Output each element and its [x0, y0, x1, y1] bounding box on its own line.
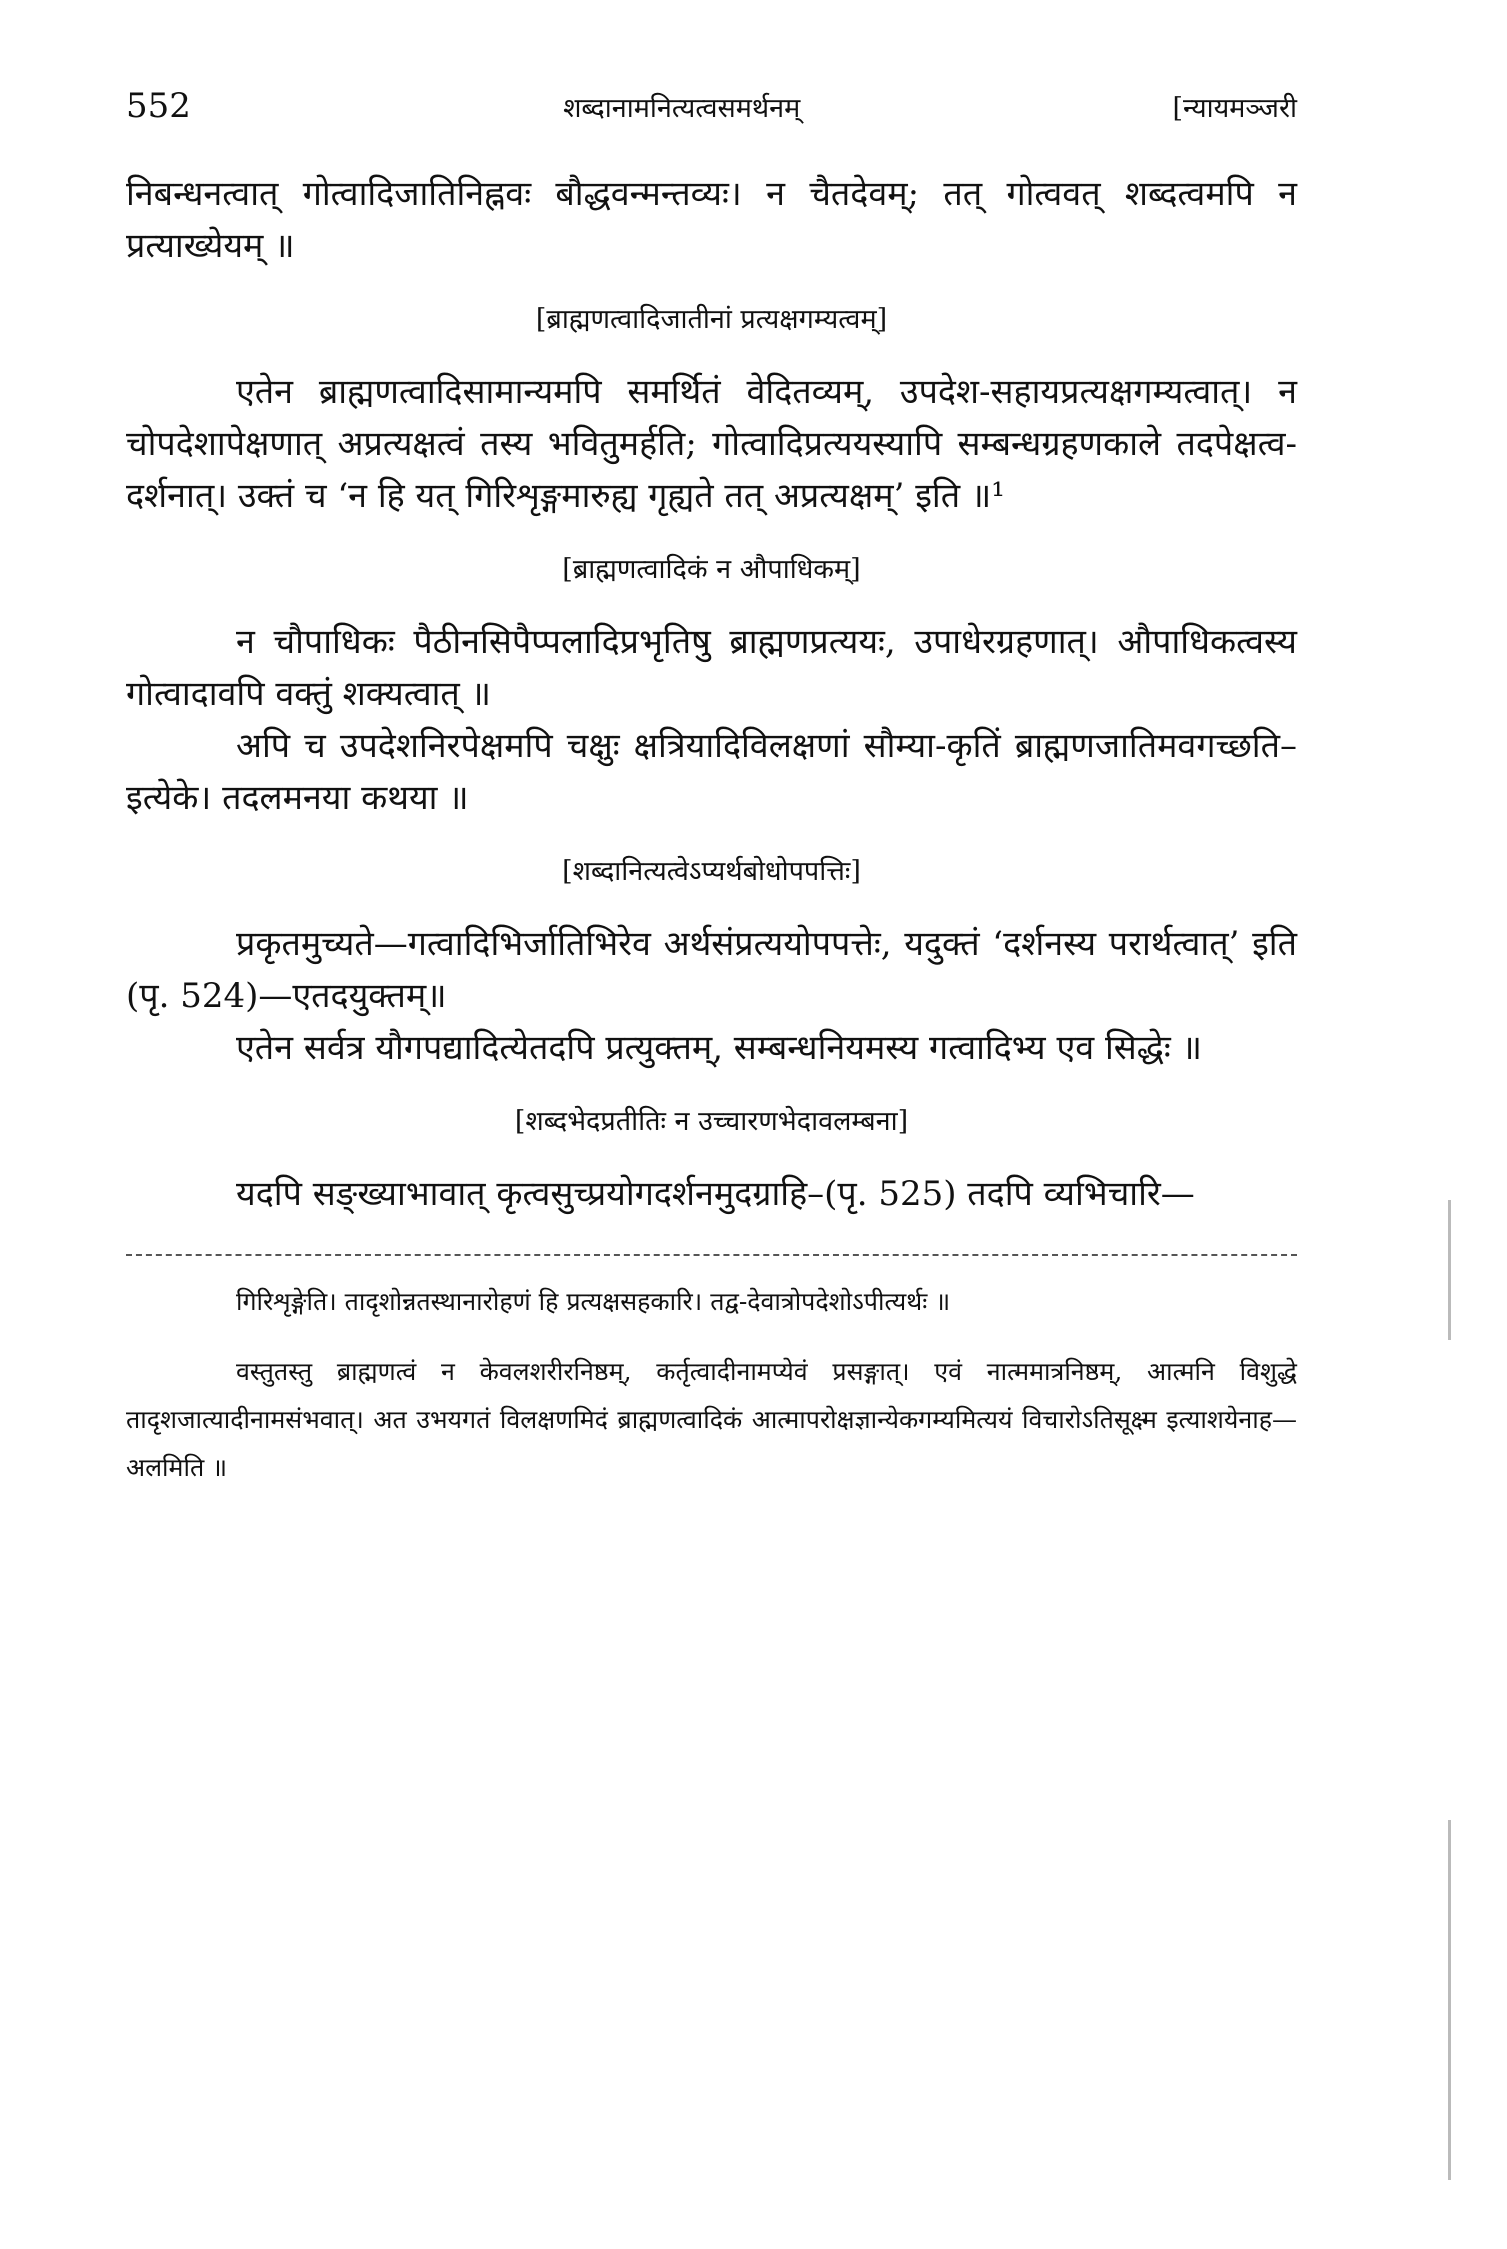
footnotes: [126, 1278, 1297, 1492]
paragraph: एतेन सर्वत्र यौगपद्यादित्येतदपि प्रत्युक्तम्, सम्बन्धनियमस्य गत्वादिभ्य एव सिद्धेः ॥: [236, 1028, 1202, 1068]
paragraph: अपि च उपदेशनिरपेक्षमपि चक्षुः क्षत्रियादिविलक्षणां सौम्या-कृतिं ब्राह्मणजातिमवगच्छति–इत्येके। तदलमनया कथया ॥: [126, 726, 1297, 818]
paragraph: प्रकृतमुच्यते—गत्वादिभिर्जातिभिरेव अर्थसंप्रत्ययोपपत्तेः, यदुक्तं ‘दर्शनस्य परार्थत्वात्’ इति (पृ. 524)—एतदयुक्तम्॥: [126, 924, 1297, 1016]
footnote-divider: [126, 1254, 1297, 1256]
scan-artifact: [1448, 1200, 1451, 1340]
footnote: गिरिशृङ्गेति। तादृशोन्नतस्थानारोहणं हि प्रत्यक्षसहकारि। तद्व-देवात्रोपदेशोऽपीत्यर्थः ॥: [236, 1287, 951, 1316]
footnote: वस्तुतस्तु ब्राह्मणत्वं न केवलशरीरनिष्ठम्, कर्तृत्वादीनामप्येवं प्रसङ्गात्। एवं नात्ममात्रनिष्ठम्, आत्मनि विशुद्धे तादृशजात्यादीनामसंभवात्। अत उभयगतं विलक्षणमिदं ब्राह्मणत्वादिकं आत्मापरोक्षज्ञान्येकगम्यमित्ययं विचारोऽतिसूक्ष्म इत्याशयेनाह—अलमिति ॥: [126, 1357, 1297, 1482]
paragraph: यदपि सङ्ख्याभावात् कृत्वसुच्प्रयोगदर्शनमुदग्राहि–(पृ. 525) तदपि व्यभिचारि—: [236, 1174, 1195, 1214]
paragraph: निबन्धनत्वात् गोत्वादिजातिनिह्नवः बौद्धवन्मन्तव्यः। न चैतदेवम्; तत् गोत्ववत् शब्दत्वमपि न प्रत्याख्येयम् ॥: [126, 174, 1297, 266]
paragraph: एतेन ब्राह्मणत्वादिसामान्यमपि समर्थितं वेदितव्यम्, उपदेश-सहायप्रत्यक्षगम्यत्वात्। न चोपदेशापेक्षणात् अप्रत्यक्षत्वं तस्य भवितुमर्हति; गोत्वादिप्रत्ययस्यापि सम्बन्धग्रहणकाले तदपेक्षत्व-दर्शनात्। उक्तं च ‘न हि यत् गिरिशृङ्गमारुह्य गृह्यते तत् अप्रत्यक्षम्’ इति ॥¹: [126, 372, 1297, 516]
section-heading: [ब्राह्मणत्वादिकं न औपाधिकम्]: [562, 554, 861, 585]
main-text: [126, 168, 1297, 1220]
running-title: शब्दानामनित्यत्वसमर्थनम्: [563, 93, 801, 124]
section-heading: [ब्राह्मणत्वादिजातीनां प्रत्यक्षगम्यत्वम्]: [535, 304, 888, 335]
scan-artifact: [1448, 1820, 1451, 2180]
section-heading: [शब्दभेदप्रतीतिः न उच्चारणभेदावलम्बना]: [514, 1106, 909, 1137]
section-heading: [शब्दानित्यत्वेऽप्यर्थबोधोपपत्तिः]: [562, 856, 861, 887]
page-number: 552: [126, 86, 191, 126]
page-header: [126, 86, 1297, 132]
paragraph: न चौपाधिकः पैठीनसिपैप्पलादिप्रभृतिषु ब्राह्मणप्रत्ययः, उपाधेरग्रहणात्। औपाधिकत्वस्य गोत्वादावपि वक्तुं शक्यत्वात् ॥: [126, 622, 1297, 714]
book-title: [न्यायमञ्जरी: [1172, 93, 1297, 124]
